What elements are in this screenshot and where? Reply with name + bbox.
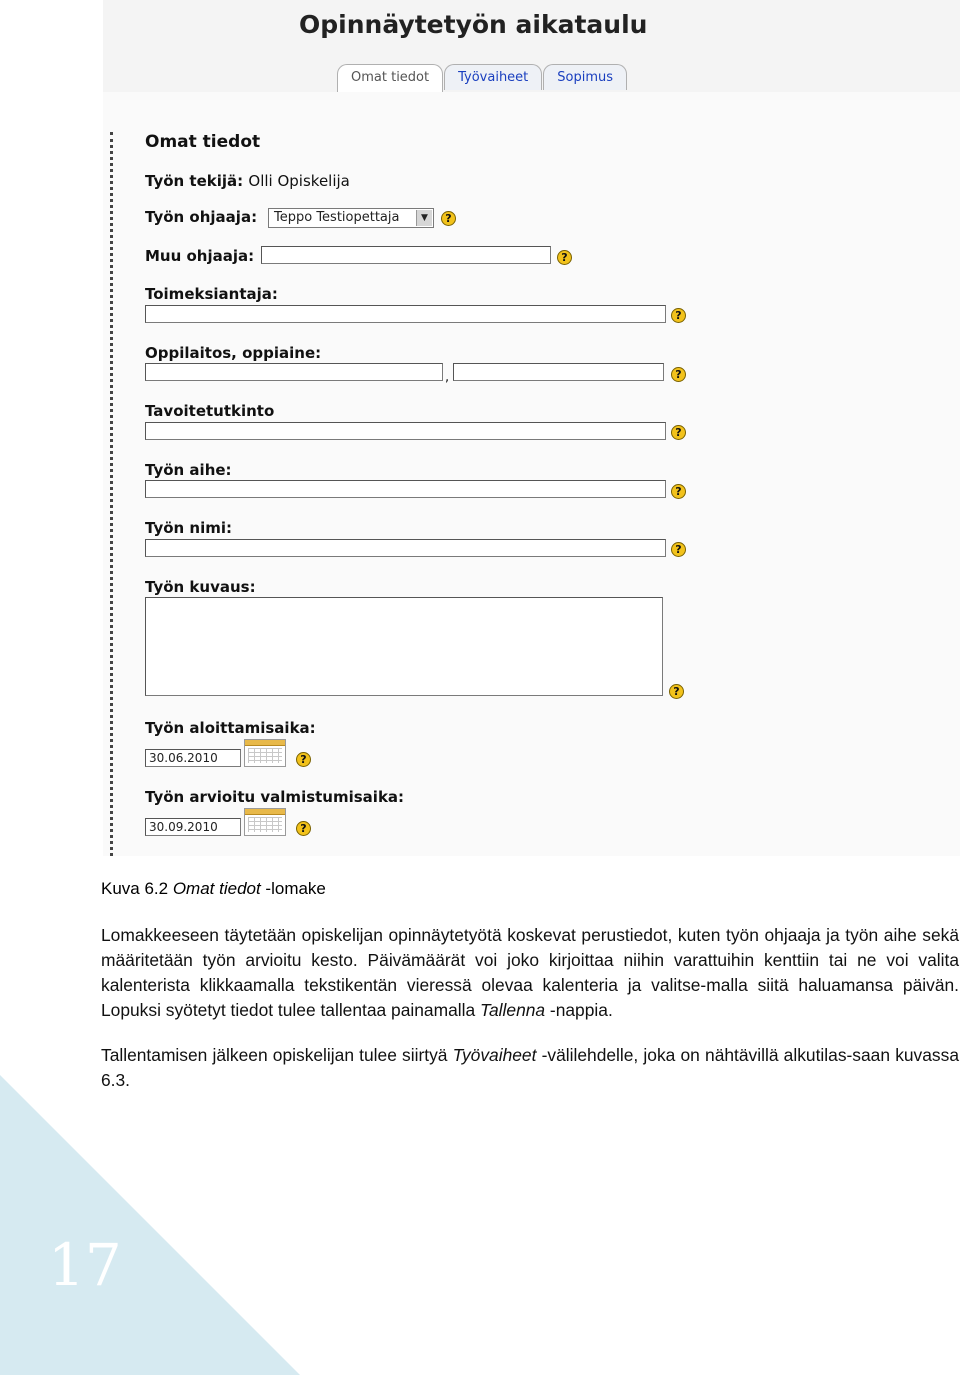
corner-decoration: [0, 1075, 300, 1375]
institution-label: Oppilaitos, oppiaine:: [145, 344, 322, 362]
field-separator: ,: [445, 370, 450, 385]
end-date-input[interactable]: 30.09.2010: [145, 818, 241, 836]
paragraph-1: Lomakkeeseen täytetään opiskelijan opinnäytetyötä koskevat perustiedot, kuten työn ohjaaja ja työn aihe sekä määritetään työn arvioitu kesto. Päivämäärät voi joko kirjoittaa niihin varattuihin kenttiin tai ne voi valita kalenterista klikkaamalla tekstikentän vieressä olevaa kalenteria ja valitse-malla siitä haluamansa päivän. Lopuksi syötetyt tiedot tulee tallentaa painamalla Tallenna -nappia.: [101, 925, 959, 1020]
institution-input[interactable]: [145, 363, 443, 381]
tab-sopimus[interactable]: Sopimus: [543, 64, 627, 90]
subject-input[interactable]: [453, 363, 664, 381]
help-icon[interactable]: ?: [296, 821, 311, 836]
help-icon[interactable]: ?: [441, 211, 456, 226]
start-date-input[interactable]: 30.06.2010: [145, 749, 241, 767]
page-number: 17: [48, 1231, 122, 1299]
help-icon[interactable]: ?: [671, 308, 686, 323]
description-textarea[interactable]: [145, 597, 663, 696]
supervisor-selected: Teppo Testiopettaja: [274, 210, 400, 225]
paragraph-2: Tallentamisen jälkeen opiskelijan tulee siirtyä Työvaiheet -välilehdelle, joka on nähtävillä alkutilas-saan kuvassa 6.3.: [101, 1045, 959, 1090]
calendar-icon[interactable]: [244, 808, 286, 836]
help-icon[interactable]: ?: [671, 542, 686, 557]
app-header: [103, 0, 960, 93]
chevron-down-icon[interactable]: ▼: [416, 210, 432, 226]
topic-input[interactable]: [145, 480, 666, 498]
help-icon[interactable]: ?: [296, 752, 311, 767]
help-icon[interactable]: ?: [669, 684, 684, 699]
supervisor-select[interactable]: [268, 208, 434, 228]
author-value: Olli Opiskelija: [248, 172, 350, 190]
end-date-label: Työn arvioitu valmistumisaika:: [145, 788, 405, 806]
other-supervisor-label: Muu ohjaaja:: [145, 247, 255, 265]
name-label: Työn nimi:: [145, 519, 233, 537]
help-icon[interactable]: ?: [557, 250, 572, 265]
help-icon[interactable]: ?: [671, 484, 686, 499]
section-title: Omat tiedot: [145, 132, 261, 152]
supervisor-label: Työn ohjaaja:: [145, 208, 258, 226]
dotted-divider: [110, 132, 113, 856]
help-icon[interactable]: ?: [671, 425, 686, 440]
description-label: Työn kuvaus:: [145, 578, 256, 596]
form-area: [103, 92, 960, 856]
help-icon[interactable]: ?: [671, 367, 686, 382]
tab-omat-tiedot[interactable]: Omat tiedot: [337, 64, 443, 92]
author-row: [145, 172, 350, 190]
app-title: Opinnäytetyön aikataulu: [299, 10, 648, 39]
start-date-label: Työn aloittamisaika:: [145, 719, 316, 737]
client-input[interactable]: [145, 305, 666, 323]
figure-caption: Kuva 6.2 Omat tiedot -lomake: [101, 879, 326, 898]
tab-bar: [337, 64, 628, 91]
client-label: Toimeksiantaja:: [145, 285, 278, 303]
topic-label: Työn aihe:: [145, 461, 232, 479]
calendar-icon[interactable]: [244, 739, 286, 767]
degree-input[interactable]: [145, 422, 666, 440]
author-label: Työn tekijä:: [145, 172, 244, 190]
name-input[interactable]: [145, 539, 666, 557]
screenshot-frame: [103, 0, 960, 856]
degree-label: Tavoitetutkinto: [145, 402, 275, 420]
tab-tyovaiheet[interactable]: Työvaiheet: [444, 64, 542, 90]
other-supervisor-input[interactable]: [261, 246, 551, 264]
